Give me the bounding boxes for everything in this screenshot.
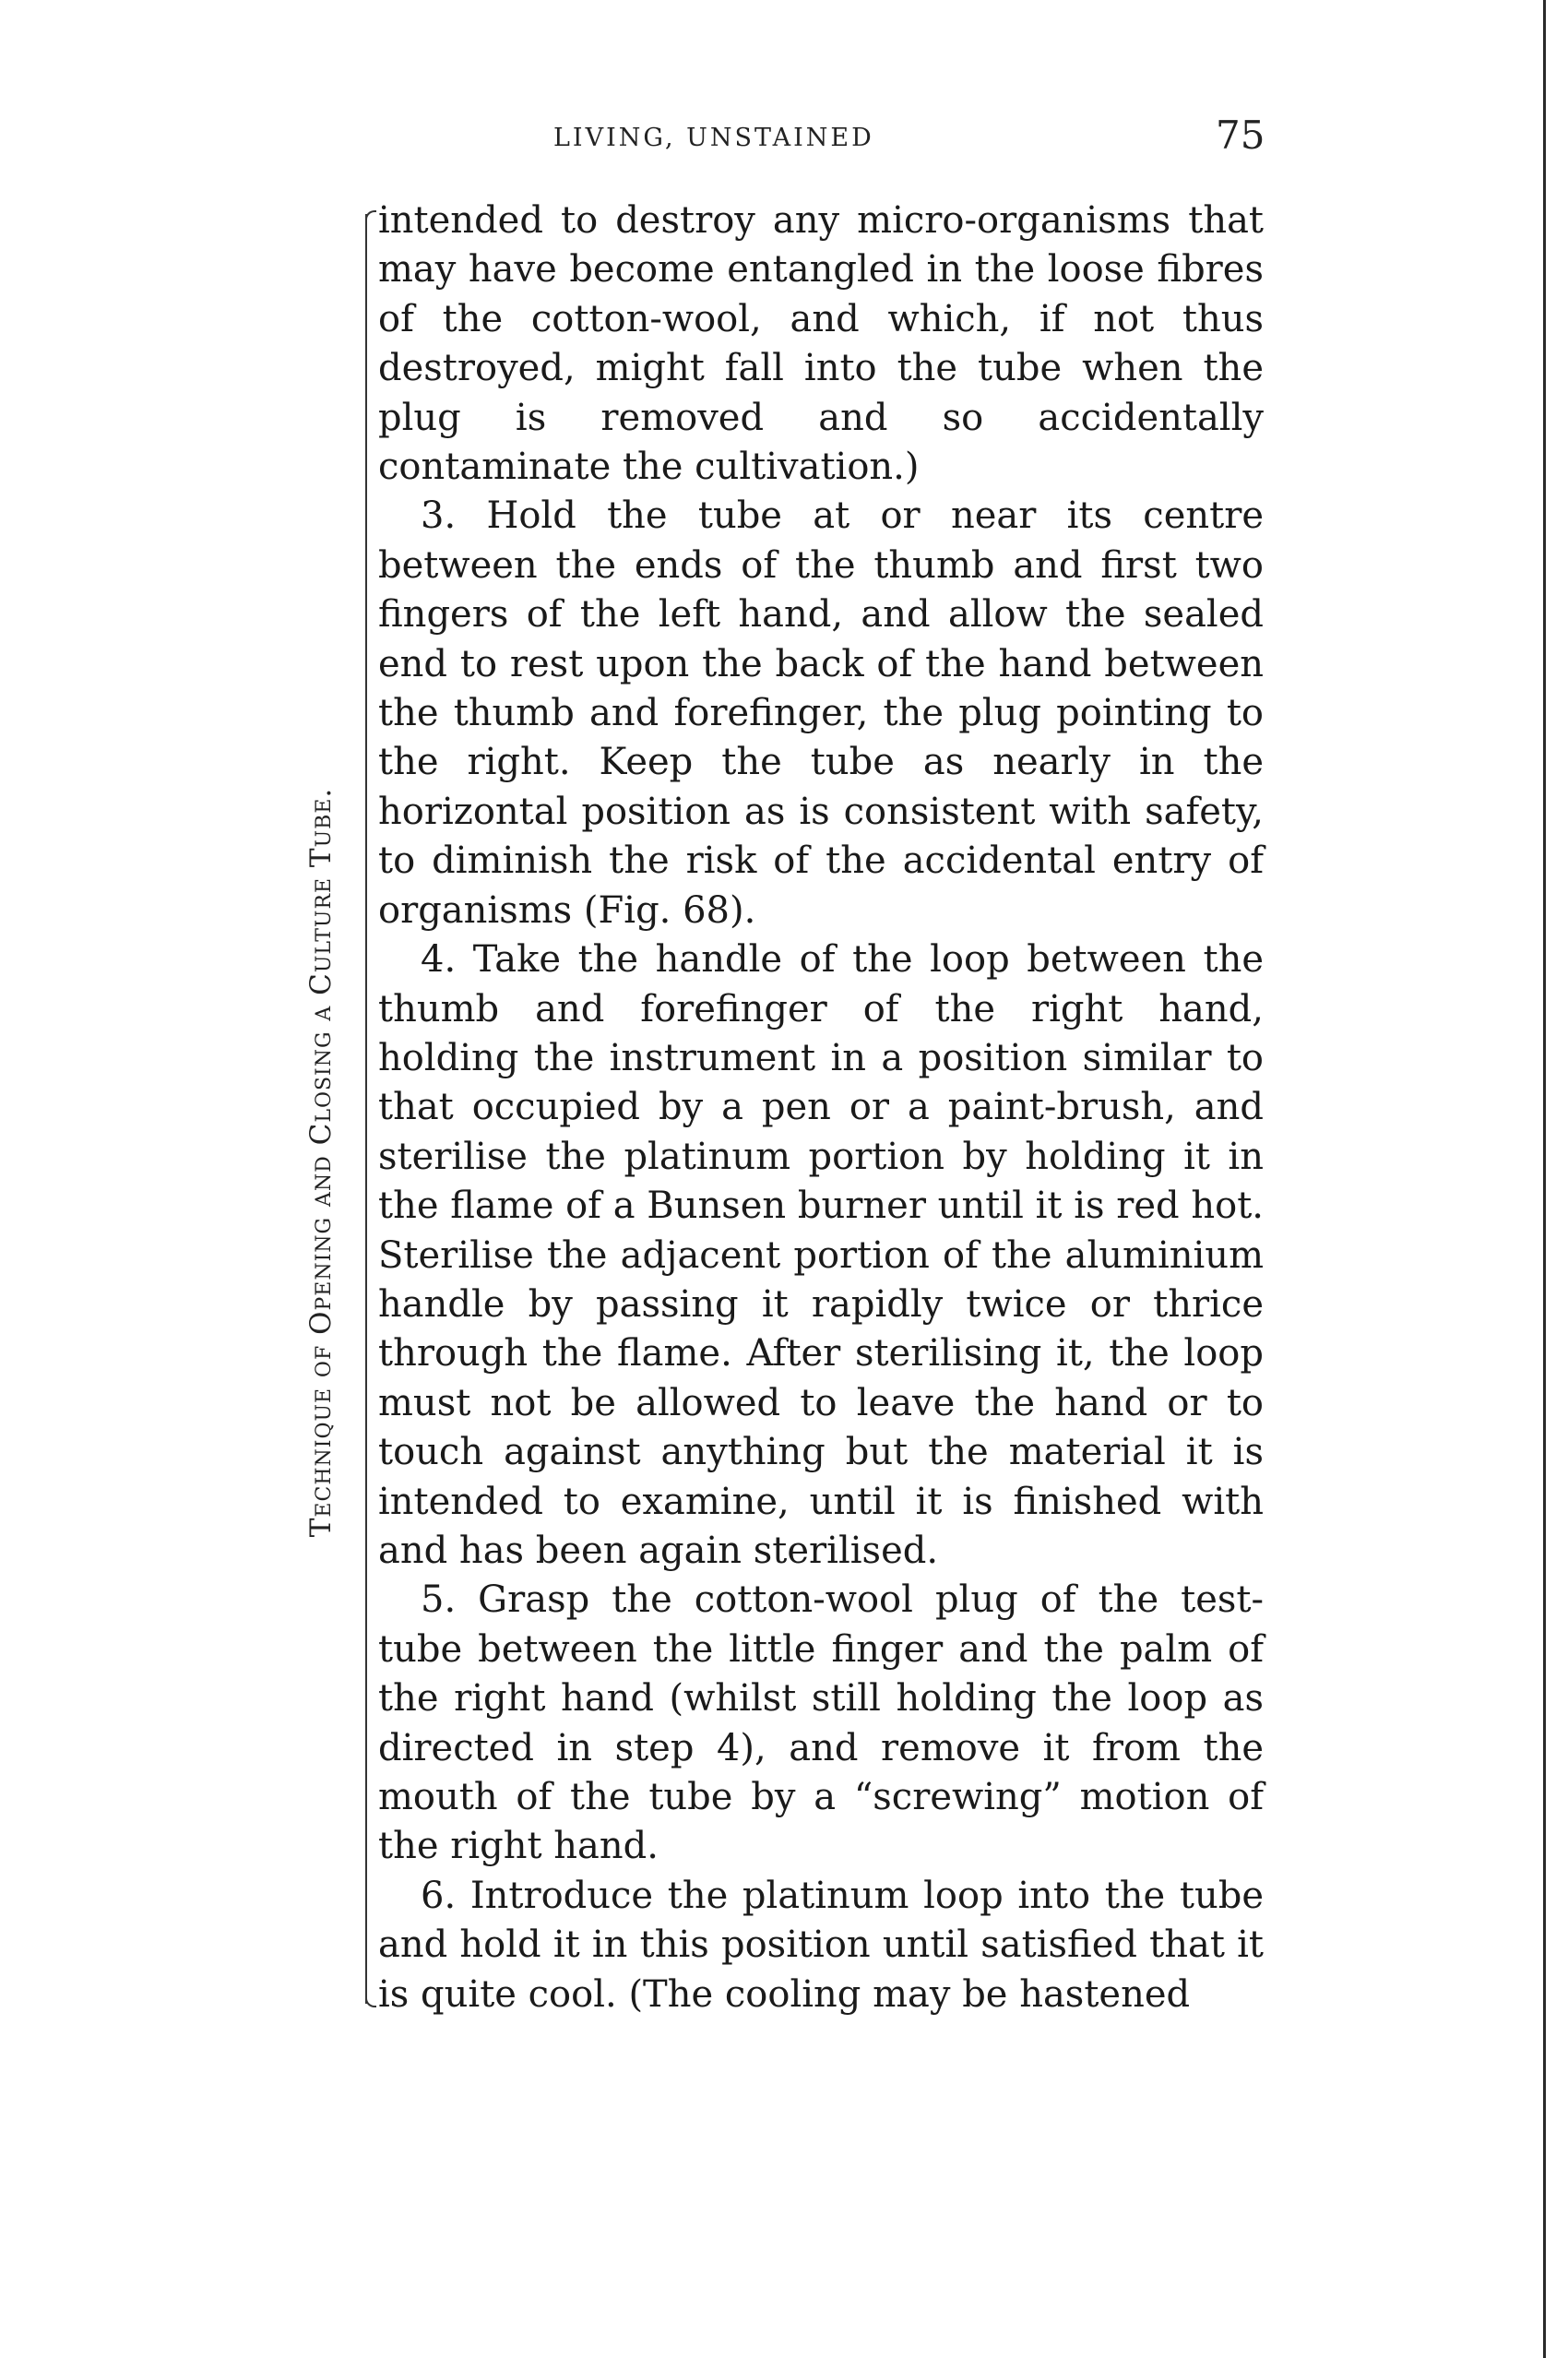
body-text [378, 196, 1264, 2019]
page-number: 75 [1216, 113, 1265, 158]
paragraph-step-3: 3. Hold the tube at or near its centre between the ends of the thumb and first two fingers of the left hand, and allow the sealed end to rest upon the back of the hand between the thumb and forefinger, the plug pointing to the right. Keep the tube as nearly in the horizontal position as is consistent with safety, to diminish the risk of the accidental entry of organisms (Fig. 68). [378, 494, 1264, 932]
margin-bracket [365, 214, 367, 2004]
paragraph-step-4: 4. Take the handle of the loop between the thumb and forefinger of the right hand, holding the instrument in a position similar to that occupied by a pen or a paint-brush, and sterilise the platinum portion by holding it in the flame of a Bunsen burner until it is red hot. Sterilise the adjacent portion of the aluminium handle by passing it rapidly twice or thrice through the flame. After sterilising it, the loop must not be allowed to leave the hand or to touch against anything but the material it is intended to examine, until it is finished with and has been again sterilised. [378, 938, 1264, 1572]
paragraph-continuation: intended to destroy any micro-organisms that may have become entangled in the loose fibres of the cotton-wool, and which, if not thus destroyed, might fall into the tube when the plug is removed and so accidentally contaminate the cultivation.) [378, 199, 1264, 489]
running-head: LIVING, UNSTAINED [553, 124, 874, 152]
side-note: Technique of Opening and Closing a Culture Tube. [304, 787, 338, 1538]
page-edge-line [1543, 0, 1546, 2358]
paragraph-step-6: 6. Introduce the platinum loop into the tube and hold it in this position until satisfied that it is quite cool. (The cooling may be hastened [378, 1874, 1264, 2016]
paragraph-step-5: 5. Grasp the cotton-wool plug of the test-tube between the little finger and the palm of the right hand (whilst still holding the loop as directed in step 4), and remove it from the mouth of the tube by a “screwing” motion of the right hand. [378, 1578, 1264, 1868]
